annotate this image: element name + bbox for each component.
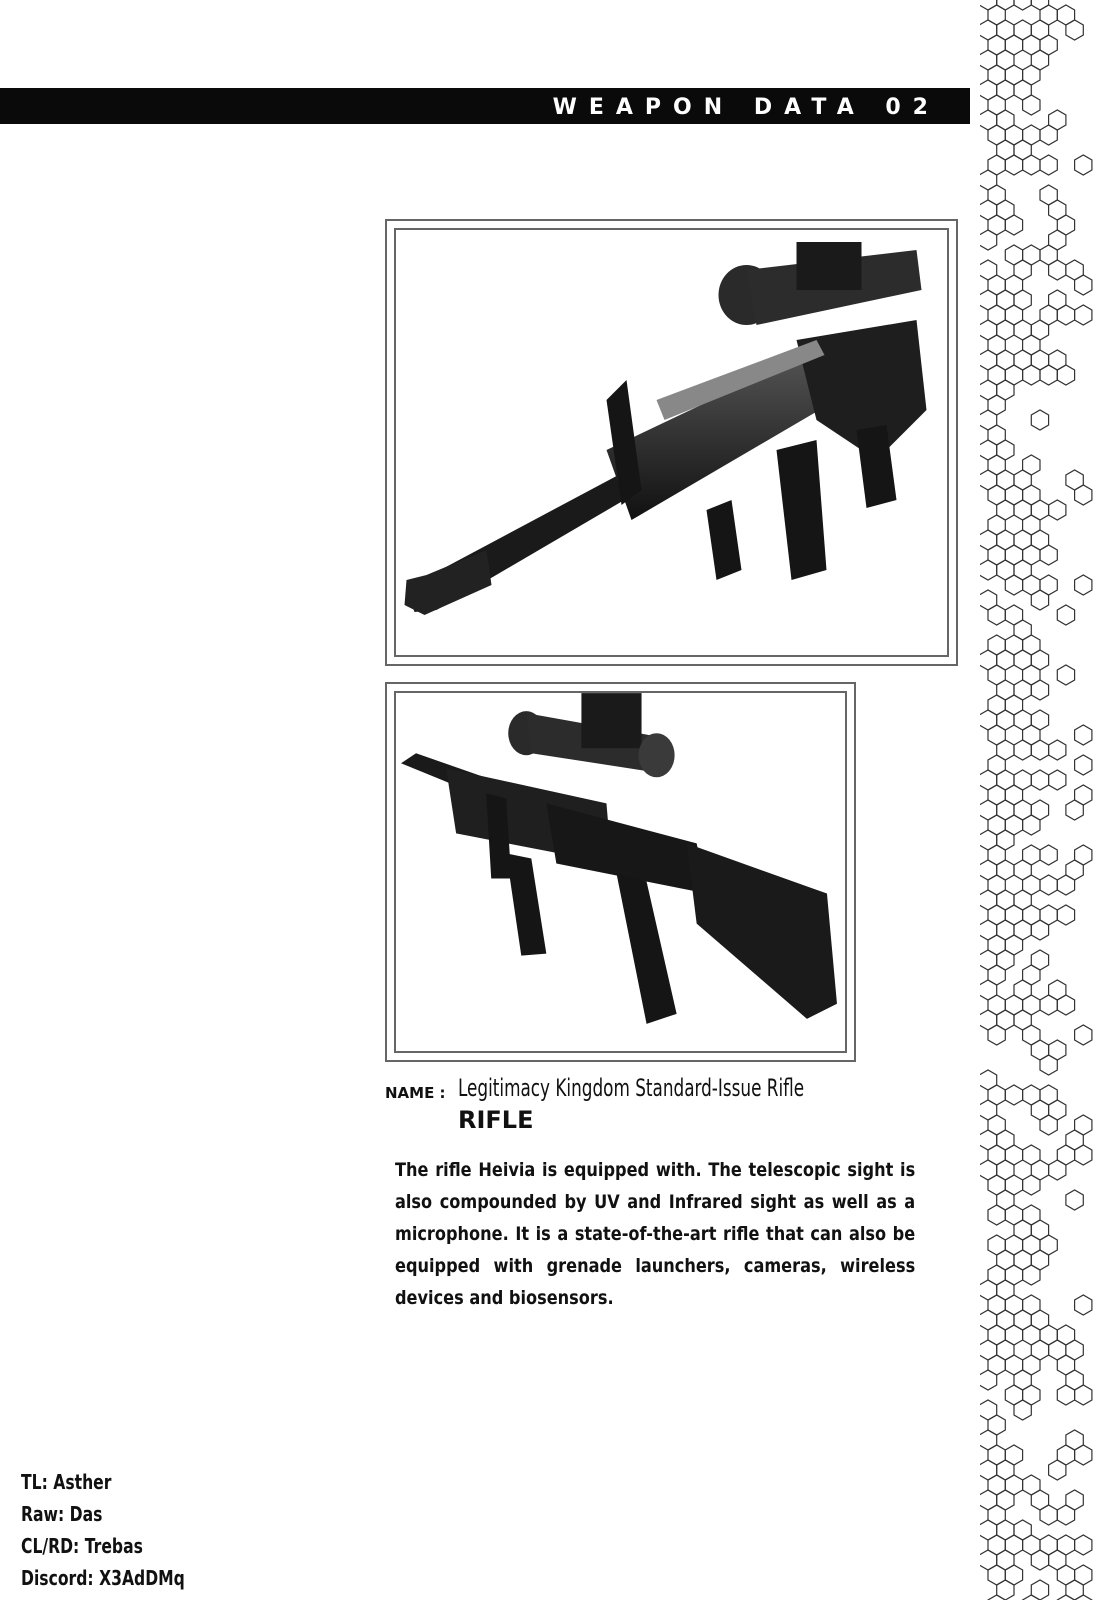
weapon-type: RIFLE [458,1106,534,1134]
credit-line: CL/RD: Trebas [21,1534,143,1558]
hexagon-shape [1075,1025,1092,1045]
hexagon-shape [1005,155,1022,175]
hexagon-shape [1049,1160,1066,1180]
hexagon-shape [1031,1550,1048,1570]
hexagon-shape [1031,770,1048,790]
hexagon-shape [980,1370,997,1390]
hexagon-shape [1075,305,1092,325]
hexagon-shape [1040,1505,1057,1525]
hexagon-shape [1057,1385,1074,1405]
hexagon-shape [1066,1190,1083,1210]
hexagon-shape [1023,815,1040,835]
hexagon-shape [1057,1505,1074,1525]
hexagon-shape [988,1205,1005,1225]
hexagon-shape [1031,590,1048,610]
hexagon-shape [1005,1085,1022,1105]
hexagon-shape [980,230,997,250]
credits [21,1466,185,1594]
hexagon-shape [988,605,1005,625]
weapon-description: The rifle Heivia is equipped with. The telescopic sight is also compounded by UV and Infrared sight as well as a microphone. It is a state-of-the-art rifle that can also be equipped with grenade launchers, cameras, wireless devices and biosensors. [395,1159,916,1309]
hexagon-shape [1031,680,1048,700]
hexagon-shape [1075,155,1092,175]
hexagon-shape [1040,365,1057,385]
hexagon-shape [1057,905,1074,925]
credit-line: TL: Asther [21,1470,112,1494]
hexagon-shape [1075,725,1092,745]
hexagon-shape [1075,1535,1092,1555]
header-bar [0,88,970,124]
hexagon-pattern-decoration [980,0,1099,1600]
hexagon-shape [1049,260,1066,280]
hexagon-shape [1057,605,1074,625]
rifle-front-image [396,230,947,655]
hexagon-shape [1075,1385,1092,1405]
hexagon-shape [1049,500,1066,520]
hexagon-shape [1023,1175,1040,1195]
hexagon-shape [1023,1265,1040,1285]
hexagon-shape [1031,410,1048,430]
hexagon-shape [1049,740,1066,760]
hexagon-shape [1075,275,1092,295]
hexagon-shape [1014,1400,1031,1420]
hexagon-shape [1023,1595,1040,1600]
hexagon-shape [1005,575,1022,595]
hexagon-shape [1075,575,1092,595]
hexagon-shape [988,1025,1005,1045]
rifle-image-frame-bottom [385,682,856,1062]
hexagon-shape [1040,125,1057,145]
hexagon-shape [1066,20,1083,40]
hexagon-shape [1040,875,1057,895]
hexagon-shape [1066,800,1083,820]
name-label: NAME : [385,1084,446,1102]
hexagon-shape [1040,845,1057,865]
hexagon-shape [1031,920,1048,940]
hexagon-shape [980,560,997,580]
hexagon-shape [1040,1115,1057,1135]
hexagon-shape [1040,995,1057,1015]
hexagon-shape [1040,1055,1057,1075]
hexagon-shape [1075,485,1092,505]
hexagon-shape [1075,755,1092,775]
weapon-name: Legitimacy Kingdom Standard-Issue Rifle [458,1074,805,1102]
rifle-rear-image [396,693,845,1051]
hexagon-shape [997,0,1014,10]
hexagon-shape [1057,305,1074,325]
hexagon-shape [1049,770,1066,790]
hexagon-shape [1005,215,1022,235]
hexagon-shape [1057,875,1074,895]
hexagon-shape [1014,0,1031,10]
hexagon-shape [1023,95,1040,115]
hexagon-shape [988,1595,1005,1600]
credit-line: Raw: Das [21,1502,103,1526]
hexagon-shape [1057,365,1074,385]
hexagon-shape [1057,1595,1074,1600]
page-title: WEAPON DATA 02 [552,95,940,120]
hexagon-shape [1023,155,1040,175]
hexagon-shape [1031,740,1048,760]
hexagon-shape [1040,545,1057,565]
hexagon-shape [1023,365,1040,385]
hexagon-shape [1031,0,1048,10]
hexagon-shape [1014,740,1031,760]
hexagon-shape [1075,1145,1092,1165]
credit-line: Discord: X3AdDMq [21,1566,185,1590]
hexagon-shape [1057,995,1074,1015]
hexagon-shape [1075,1295,1092,1315]
rifle-image-frame-top [385,219,958,666]
hexagon-shape [1057,665,1074,685]
hexagon-shape [1040,155,1057,175]
hexagon-shape [1075,1445,1092,1465]
hexagon-shape [1075,1595,1092,1600]
hexagon-shape [1049,1460,1066,1480]
hexagon-shape [980,0,997,10]
